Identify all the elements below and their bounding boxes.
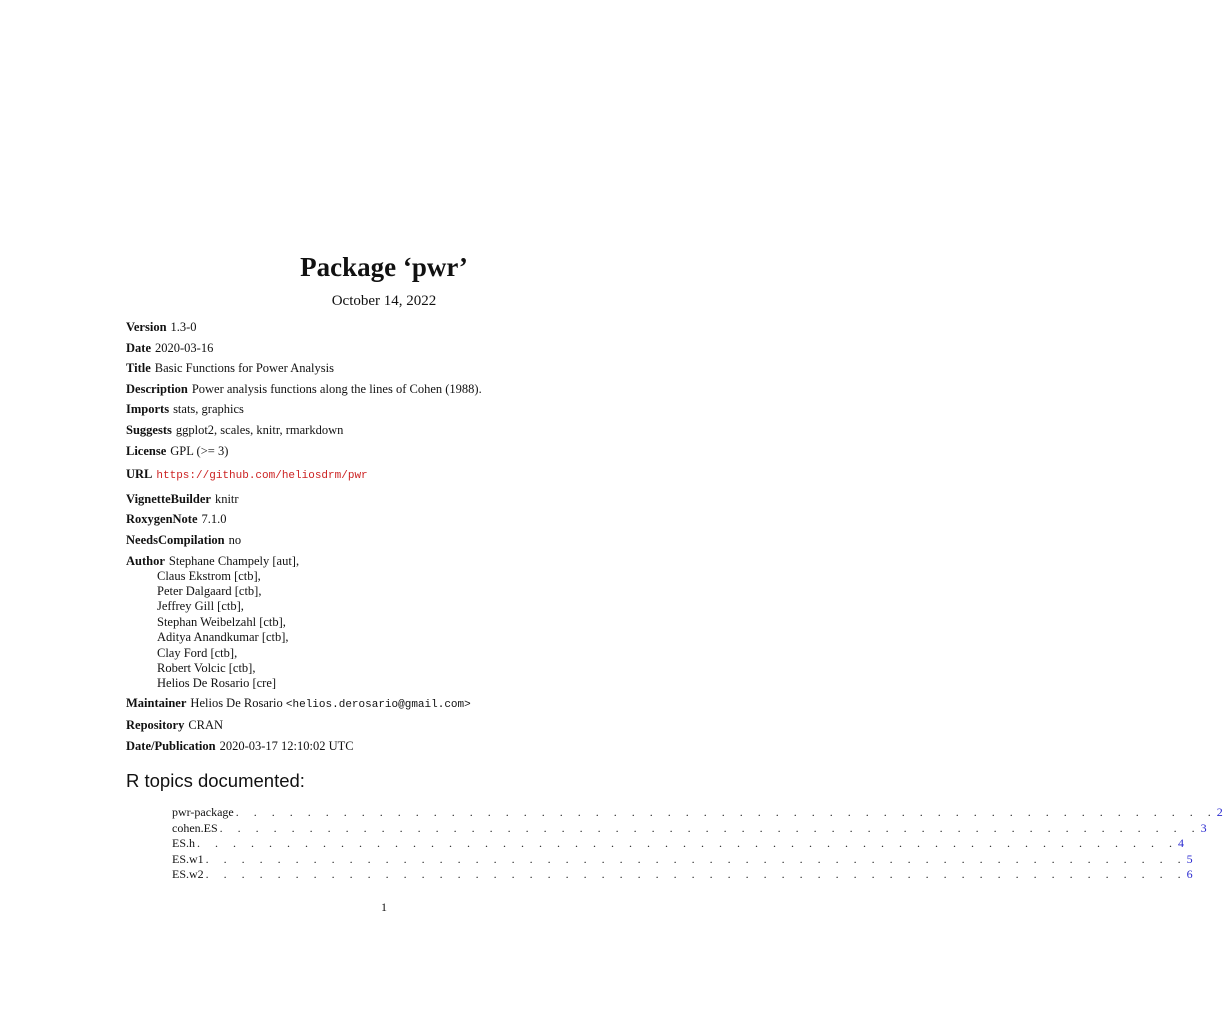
toc-leader-dots: . . . . . . . . . . . . . . . . . . . . . . . . . . . . . . . . . . . . . . . . . . . . . . . . . . . . . . .: [197, 836, 1179, 850]
field-label: Date: [126, 340, 151, 355]
toc-entry-name[interactable]: ES.w1: [172, 851, 204, 866]
table-of-contents: [172, 805, 1223, 883]
author-entry: Helios De Rosario [cre]: [157, 676, 277, 691]
field-value: 7.1.0: [201, 512, 227, 527]
field-label: Version: [126, 320, 167, 334]
document-date: October 14, 2022: [331, 293, 437, 309]
author-entry: Aditya Anandkumar [ctb],: [157, 630, 289, 645]
author-list: [157, 569, 646, 692]
author-entry: Clay Ford [ctb],: [157, 645, 238, 660]
url-link[interactable]: https://github.com/heliosdrm/pwr: [156, 470, 368, 483]
author-entry: Claus Ekstrom [ctb],: [157, 568, 261, 583]
field-repository: [126, 715, 646, 736]
field-title: [126, 358, 646, 379]
author-entry: Robert Volcic [ctb],: [157, 661, 256, 676]
page-number: 1: [381, 900, 387, 914]
author-entry: Peter Dalgaard [ctb],: [157, 584, 262, 599]
toc-page-link[interactable]: 2: [1216, 805, 1223, 819]
field-value: Power analysis functions along the lines of Cohen (1988).: [191, 381, 482, 396]
author-entry: Jeffrey Gill [ctb],: [157, 599, 244, 614]
toc-leader-dots: . . . . . . . . . . . . . . . . . . . . . . . . . . . . . . . . . . . . . . . . . . . . . . . . . . . . . . .: [235, 805, 1217, 819]
field-label: VignetteBuilder: [126, 491, 211, 506]
field-label: URL: [126, 467, 153, 482]
field-value: Basic Functions for Power Analysis: [154, 361, 334, 376]
toc-leader-dots: . . . . . . . . . . . . . . . . . . . . . . . . . . . . . . . . . . . . . . . . . . . . . . . . . . . . . . .: [205, 867, 1187, 881]
toc-heading: R topics documented:: [126, 770, 305, 791]
field-label: Imports: [126, 402, 170, 417]
field-value: 2020-03-16: [155, 340, 214, 355]
toc-entry-es-w1[interactable]: [172, 851, 1193, 868]
toc-page-link[interactable]: 3: [1200, 820, 1207, 835]
toc-entry-es-w2[interactable]: [172, 867, 1193, 883]
toc-leader-dots: . . . . . . . . . . . . . . . . . . . . . . . . . . . . . . . . . . . . . . . . . . . . . . . . . . . . . . .: [205, 851, 1187, 866]
field-label: Repository: [126, 718, 185, 733]
toc-entry-name[interactable]: ES.w2: [172, 867, 204, 881]
field-label: Date/Publication: [126, 739, 216, 754]
field-needscompilation: [126, 530, 646, 551]
toc-entry-name[interactable]: pwr-package: [172, 805, 234, 819]
toc-leader-dots: . . . . . . . . . . . . . . . . . . . . . . . . . . . . . . . . . . . . . . . . . . . . . . . . . . . . . . .: [219, 820, 1201, 835]
field-description: [126, 379, 646, 400]
field-url: [126, 464, 646, 487]
field-imports: [126, 399, 646, 420]
toc-entry-name[interactable]: ES.h: [172, 836, 196, 850]
field-maintainer: [126, 693, 646, 716]
description-fields: [126, 317, 646, 757]
toc-entry-cohen-es[interactable]: [172, 820, 1207, 837]
package-title: Package ‘pwr’: [300, 252, 468, 282]
field-version: [126, 317, 646, 338]
field-value: GPL (>= 3): [170, 443, 229, 458]
field-value: 1.3-0: [170, 320, 197, 334]
author-first: Stephane Champely [aut],: [168, 553, 300, 568]
field-label: Title: [126, 361, 151, 376]
field-value: CRAN: [188, 718, 224, 733]
field-label: Maintainer: [126, 695, 187, 710]
field-label: License: [126, 443, 167, 458]
field-value: stats, graphics: [173, 402, 244, 417]
toc-page-link[interactable]: 5: [1186, 851, 1193, 866]
field-value: knitr: [214, 491, 239, 506]
field-suggests: [126, 420, 646, 441]
toc-entry-es-h[interactable]: [172, 836, 1185, 852]
maintainer-name: Helios De Rosario: [190, 695, 283, 710]
field-value: no: [228, 532, 242, 547]
toc-entry-name[interactable]: cohen.ES: [172, 820, 218, 835]
field-license: [126, 441, 646, 462]
field-label: Suggests: [126, 422, 172, 437]
maintainer-email: <helios.derosario@gmail.com>: [285, 698, 471, 711]
field-date: [126, 338, 646, 359]
field-roxygennote: [126, 509, 646, 530]
field-value: ggplot2, scales, knitr, rmarkdown: [175, 422, 344, 437]
field-label: NeedsCompilation: [126, 532, 225, 547]
field-vignettebuilder: [126, 489, 646, 510]
toc-entry-pwr-package[interactable]: [172, 805, 1223, 821]
author-entry: Stephan Weibelzahl [ctb],: [157, 614, 286, 629]
toc-page-link[interactable]: 6: [1186, 867, 1193, 881]
field-label: RoxygenNote: [126, 512, 198, 527]
field-label: Author: [126, 553, 165, 568]
field-label: Description: [126, 381, 188, 396]
field-datepublication: [126, 736, 646, 757]
toc-page-link[interactable]: 4: [1178, 836, 1185, 850]
field-value: 2020-03-17 12:10:02 UTC: [219, 739, 354, 754]
